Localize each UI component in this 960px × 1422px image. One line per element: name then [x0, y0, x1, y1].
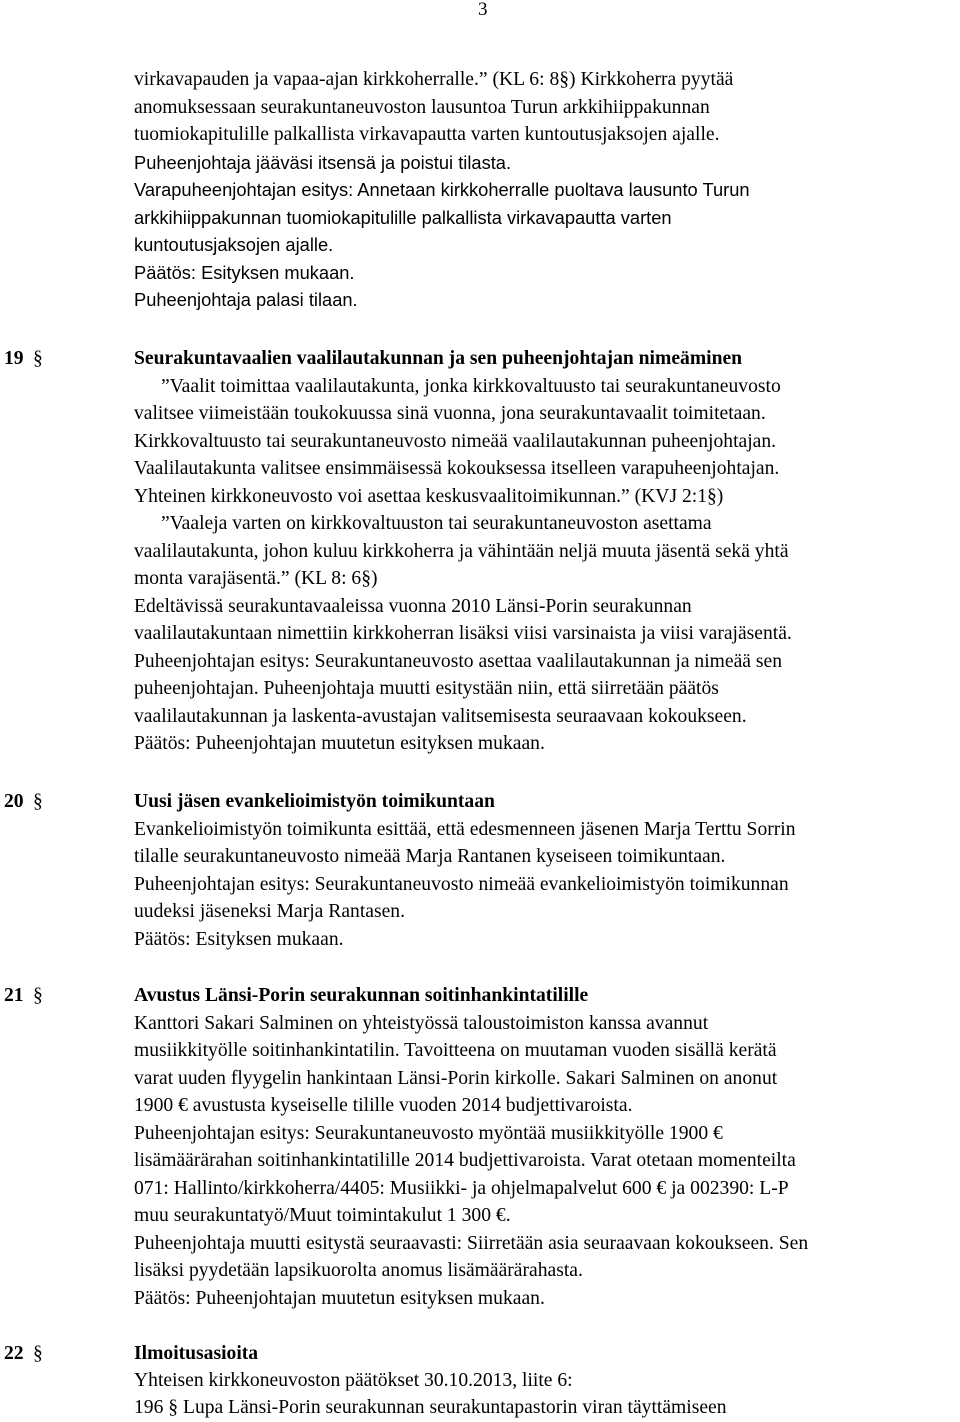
- body-line: lisäksi pyydetään lapsikuorolta anomus lisämäärärahasta.: [134, 1260, 583, 1281]
- body-line: tilalle seurakuntaneuvosto nimeää Marja Rantanen kyseiseen toimikuntaan.: [134, 846, 726, 867]
- body-line: vaalilautakunnan ja laskenta-avustajan valitsemisesta seuraavaan kokoukseen.: [134, 705, 747, 727]
- section-21-heading: [0, 982, 960, 1010]
- intro-line: Puheenjohtaja palasi tilaan.: [134, 289, 358, 310]
- body-line: Kanttori Sakari Salminen on yhteistyössä taloustoimiston kanssa avannut: [134, 1012, 709, 1034]
- section-22-body: [134, 1367, 958, 1422]
- body-line: Vaalilautakunta valitsee ensimmäisessä kokouksessa itselleen varapuheenjohtajan.: [134, 458, 780, 479]
- section-number: 21: [4, 985, 24, 1006]
- section-19-body: [134, 373, 958, 758]
- body-line: musiikkityölle soitinhankintatilin. Tavoitteena on muutaman vuoden sisällä kerätä: [134, 1040, 777, 1061]
- intro-line: anomuksessaan seurakuntaneuvoston lausuntoa Turun arkkihiippakunnan: [134, 96, 710, 118]
- body-line: Evankelioimistyön toimikunta esittää, että edesmenneen jäsenen Marja Terttu Sorrin: [134, 818, 796, 840]
- body-line: lisämäärärahan soitinhankintatilille 2014 budjettivaroista. Varat otetaan momenteilta: [134, 1150, 796, 1171]
- intro-line: virkavapauden ja vapaa-ajan kirkkoherralle.” (KL 6: 8§) Kirkkoherra pyytää: [134, 69, 734, 90]
- body-line: Puheenjohtajan esitys: Seurakuntaneuvosto asettaa vaalilautakunnan ja nimeää sen: [134, 650, 783, 672]
- section-22-heading: [0, 1340, 960, 1368]
- body-line: Päätös: Esityksen mukaan.: [134, 928, 344, 950]
- body-line: Päätös: Puheenjohtajan muutetun esityksen mukaan.: [134, 1287, 545, 1309]
- body-line: monta varajäsentä.” (KL 8: 6§): [134, 568, 378, 589]
- section-title: Avustus Länsi-Porin seurakunnan soitinhankintatilille: [134, 985, 589, 1006]
- body-line: vaalilautakunta, johon kuluu kirkkoherra ja vähintään neljä muuta jäsentä sekä yhtä: [134, 540, 789, 562]
- body-line: puheenjohtajan. Puheenjohtaja muutti esitystään niin, että siirretään päätös: [134, 678, 719, 699]
- section-number: 19: [4, 348, 24, 369]
- paragraph-sign: §: [33, 1343, 43, 1364]
- body-line: ”Vaaleja varten on kirkkovaltuuston tai seurakuntaneuvoston asettama: [161, 513, 712, 534]
- body-line: 196 § Lupa Länsi-Porin seurakunnan seurakuntapastorin viran täyttämiseen: [134, 1397, 727, 1418]
- section-title: Uusi jäsen evankelioimistyön toimikuntaan: [134, 791, 495, 812]
- body-line: muu seurakuntatyö/Muut toimintakulut 1 300 €.: [134, 1205, 511, 1226]
- paragraph-sign: §: [33, 985, 43, 1006]
- body-line: vaalilautakuntaan nimettiin kirkkoherran lisäksi viisi varsinaista ja viisi varajäsentä.: [134, 623, 792, 644]
- body-line: Edeltävissä seurakuntavaaleissa vuonna 2010 Länsi-Porin seurakunnan: [134, 595, 692, 617]
- section-21-body: [134, 1010, 958, 1313]
- paragraph-sign: §: [33, 791, 43, 812]
- intro-line: Päätös: Esityksen mukaan.: [134, 261, 355, 283]
- intro-line: arkkihiippakunnan tuomiokapitulille palkallista virkavapautta varten: [134, 206, 672, 228]
- body-line: ”Vaalit toimittaa vaalilautakunta, jonka kirkkovaltuusto tai seurakuntaneuvosto: [161, 375, 781, 397]
- body-line: Yhteisen kirkkoneuvoston päätökset 30.10.2013, liite 6:: [134, 1369, 573, 1391]
- section-number: 20: [4, 791, 24, 812]
- section-19-heading: [0, 345, 960, 373]
- intro-line: tuomiokapitulille palkallista virkavapautta varten kuntoutusjaksojen ajalle.: [134, 124, 720, 145]
- body-line: Päätös: Puheenjohtajan muutetun esityksen mukaan.: [134, 733, 545, 754]
- body-line: 1900 € avustusta kyseiselle tilille vuoden 2014 budjettivaroista.: [134, 1095, 633, 1116]
- intro-line: Puheenjohtaja jääväsi itsensä ja poistui tilasta.: [134, 151, 512, 173]
- body-line: varat uuden flyygelin hankintaan Länsi-Porin kirkolle. Sakari Salminen on anonut: [134, 1067, 778, 1089]
- page-number: 3: [478, 0, 488, 20]
- body-line: Puheenjohtajan esitys: Seurakuntaneuvosto nimeää evankelioimistyön toimikunnan: [134, 873, 789, 895]
- paragraph-sign: §: [33, 348, 43, 369]
- section-title: Seurakuntavaalien vaalilautakunnan ja sen puheenjohtajan nimeäminen: [134, 348, 743, 369]
- section-number: 22: [4, 1343, 24, 1364]
- body-line: Puheenjohtajan esitys: Seurakuntaneuvosto myöntää musiikkityölle 1900 €: [134, 1122, 723, 1144]
- section-20-body: [134, 816, 958, 954]
- intro-line: Varapuheenjohtajan esitys: Annetaan kirkkoherralle puoltava lausunto Turun: [134, 179, 750, 200]
- section-20-heading: [0, 788, 960, 816]
- body-line: Puheenjohtaja muutti esitystä seuraavasti: Siirretään asia seuraavaan kokoukseen. Sen: [134, 1232, 809, 1254]
- body-line: Yhteinen kirkkoneuvosto voi asettaa keskusvaalitoimikunnan.” (KVJ 2:1§): [134, 485, 724, 507]
- body-line: valitsee viimeistään toukokuussa sinä vuonna, jona seurakuntavaalit toimitetaan.: [134, 403, 766, 424]
- section-title: Ilmoitusasioita: [134, 1343, 259, 1364]
- body-line: 071: Hallinto/kirkkoherra/4405: Musiikki- ja ohjelmapalvelut 600 € ja 002390: L-P: [134, 1177, 789, 1199]
- body-line: Kirkkovaltuusto tai seurakuntaneuvosto nimeää vaalilautakunnan puheenjohtajan.: [134, 430, 777, 452]
- intro-line: kuntoutusjaksojen ajalle.: [134, 234, 334, 255]
- intro-text: [134, 66, 958, 314]
- body-line: uudeksi jäseneksi Marja Rantasen.: [134, 901, 405, 922]
